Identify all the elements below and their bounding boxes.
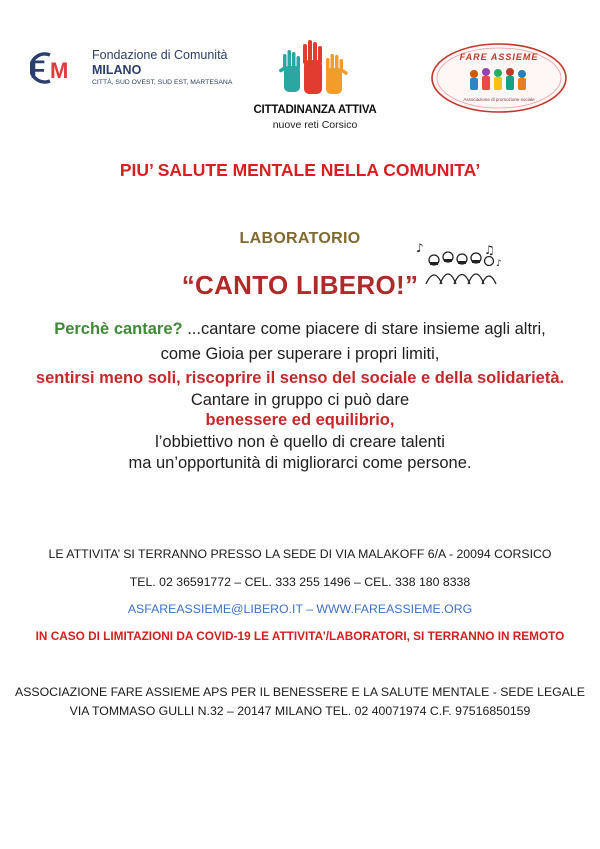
fare-assieme-logo <box>430 42 568 114</box>
fare-assieme-subtitle: Associazione di promozione sociale <box>463 97 535 102</box>
raised-hands-icon <box>278 40 352 102</box>
lab-label: LABORATORIO <box>239 230 361 247</box>
cittadinanza-subtitle: nuove reti Corsico <box>272 119 358 131</box>
fcm-city: MILANO <box>92 63 142 77</box>
info-contacts-link[interactable]: ASFAREASSIEME@LIBERO.IT – WWW.FAREASSIEME.ORG <box>127 602 473 616</box>
info-association-1: ASSOCIAZIONE FARE ASSIEME APS PER IL BENESSERE E LA SALUTE MENTALE - SEDE LEGALE <box>15 685 585 699</box>
body-line-1-rest: ...cantare come piacere di stare insieme agli altri, <box>182 320 546 338</box>
body-line-4: Cantare in gruppo ci può dare <box>190 391 410 409</box>
fcm-logo <box>30 46 260 90</box>
svg-text:♪: ♪ <box>496 259 502 269</box>
cittadinanza-title: CITTADINANZA ATTIVA <box>253 104 377 116</box>
main-title: PIU’ SALUTE MENTALE NELLA COMUNITA’ <box>119 160 481 180</box>
svg-text:♫: ♫ <box>484 243 495 257</box>
info-phones: TEL. 02 36591772 – CEL. 333 255 1496 – CEL. 338 180 8338 <box>129 575 471 589</box>
svg-text:♪: ♪ <box>416 241 424 255</box>
body-line-1 <box>0 320 600 339</box>
body-line-7: ma un’opportunità di migliorarci come persone. <box>128 454 472 472</box>
fare-assieme-title: FARE ASSIEME <box>459 52 539 62</box>
body-line-3: sentirsi meno soli, riscoprire il senso del sociale e della solidarietà. <box>35 369 565 387</box>
body-line-2: come Gioia per superare i propri limiti, <box>160 345 440 363</box>
svg-text:F: F <box>30 56 46 84</box>
body-line-6: l’obbiettivo non è quello di creare talenti <box>155 433 445 451</box>
fcm-text-block <box>92 48 262 87</box>
fcm-logo-mark <box>30 50 80 86</box>
song-title: “CANTO LIBERO!” <box>181 270 419 300</box>
body-line-5: benessere ed equilibrio, <box>205 411 395 429</box>
body-why-sing: Perchè cantare? <box>54 320 183 338</box>
info-address: LE ATTIVITA’ SI TERRANNO PRESSO LA SEDE DI VIA MALAKOFF 6/A - 20094 CORSICO <box>48 547 552 561</box>
cittadinanza-attiva-logo <box>240 40 390 135</box>
svg-text:M: M <box>50 58 69 83</box>
fcm-areas: CITTÀ, SUD OVEST, SUD EST, MARTESANA <box>92 79 233 86</box>
fcm-name: Fondazione di Comunità <box>92 48 228 62</box>
info-association-2: VIA TOMMASO GULLI N.32 – 20147 MILANO TEL. 02 40071974 C.F. 97516850159 <box>69 704 531 718</box>
info-covid-notice: IN CASO DI LIMITAZIONI DA COVID-19 LE ATTIVITA’/LABORATORI, SI TERRANNO IN REMOTO <box>35 629 565 643</box>
